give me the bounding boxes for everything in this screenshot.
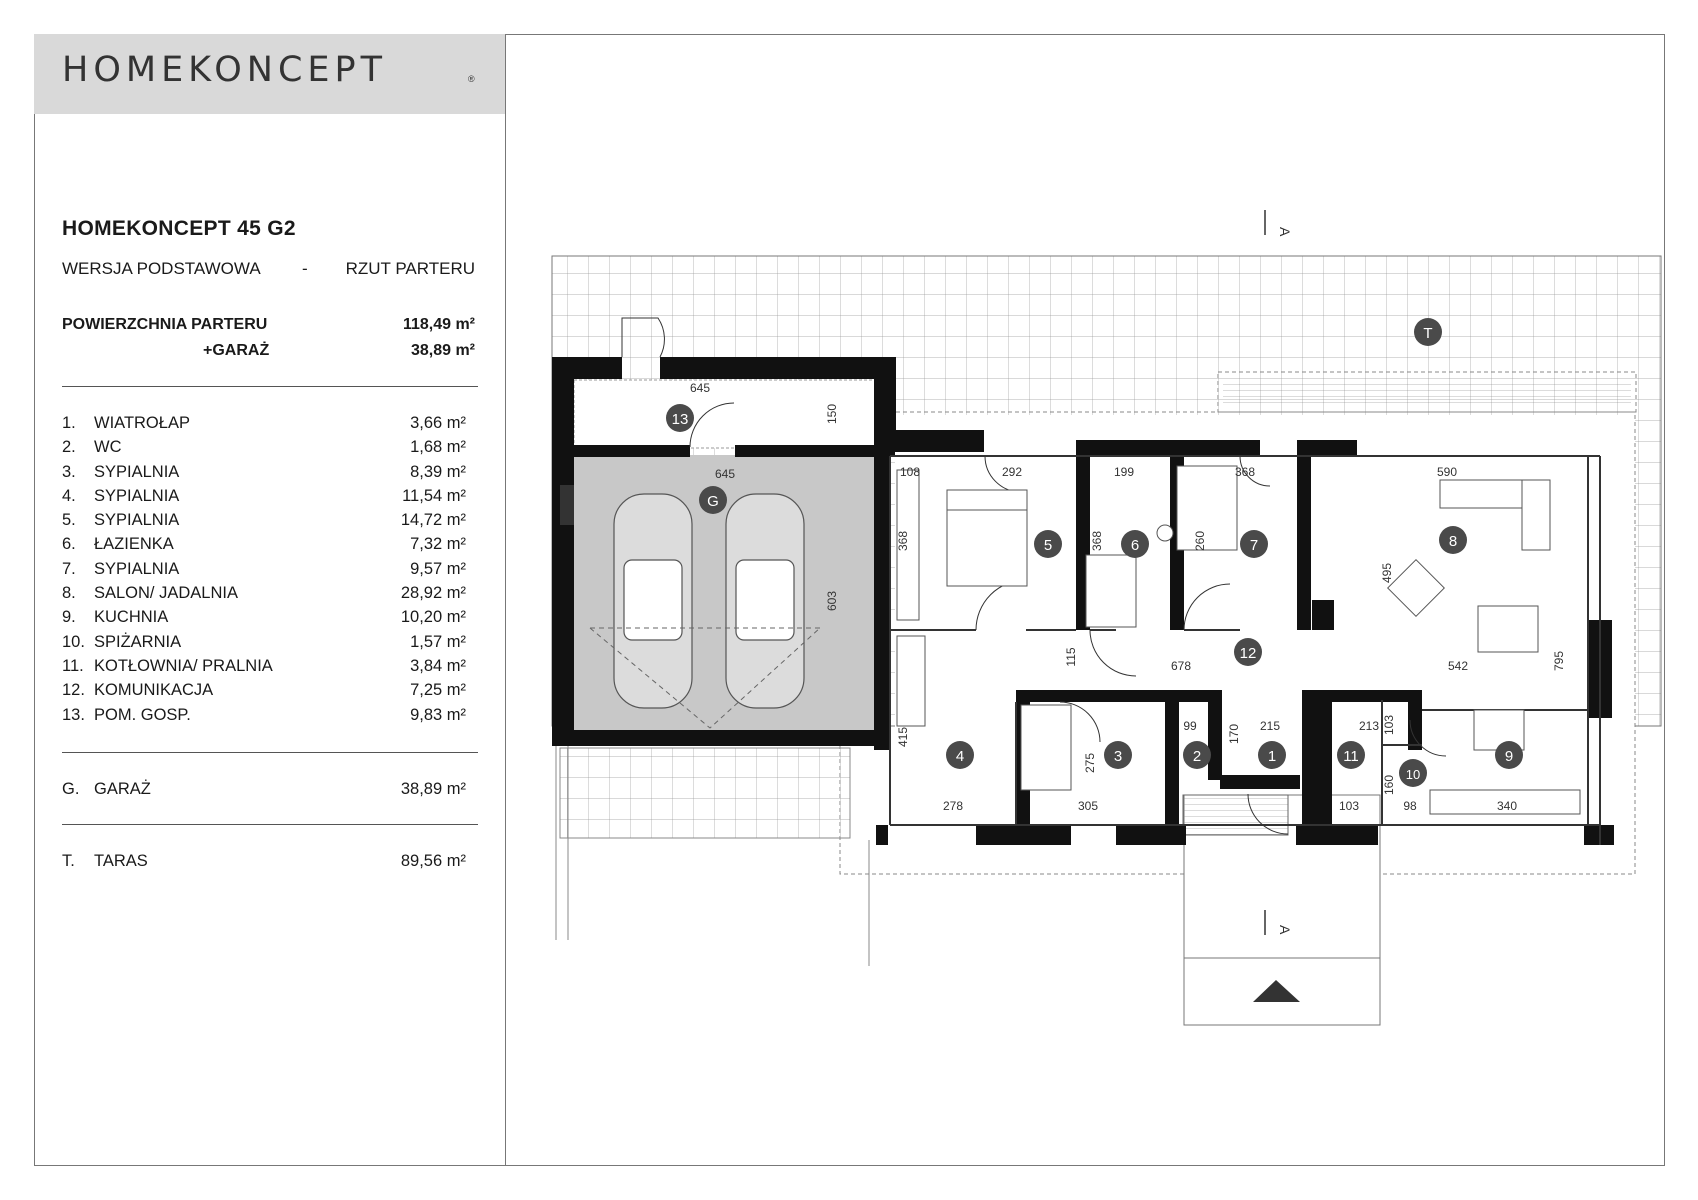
svg-text:12: 12 — [1239, 645, 1257, 662]
room-area: 3,84 m² — [410, 656, 466, 675]
bed-icon — [1021, 705, 1071, 790]
dining-table-icon — [1478, 606, 1538, 652]
registered-mark: ® — [468, 74, 475, 84]
dimension-label: 305 — [1077, 799, 1099, 813]
driveway — [560, 748, 850, 838]
svg-text:3: 3 — [1113, 748, 1123, 765]
room-name: SYPIALNIA — [94, 559, 180, 578]
headboard-icon — [947, 490, 1027, 510]
wall — [874, 430, 984, 452]
dimension-label: 645 — [714, 467, 736, 481]
dimension-label: 278 — [942, 799, 964, 813]
wall — [1170, 440, 1260, 456]
dimension-label: 150 — [825, 403, 839, 425]
dimension-label: 98 — [1403, 799, 1417, 813]
wall — [552, 357, 574, 741]
room-number: 7. — [62, 559, 76, 578]
wall — [552, 445, 690, 457]
svg-text:7: 7 — [1249, 537, 1259, 554]
wall — [874, 430, 890, 750]
project-view: RZUT PARTERU — [345, 259, 475, 278]
marker-10 — [1399, 759, 1427, 787]
entry-step — [1183, 795, 1288, 835]
sink-icon — [1157, 525, 1173, 541]
room-area: 11,54 m² — [402, 486, 466, 505]
marker-6 — [1121, 530, 1149, 558]
bathtub-icon — [1086, 555, 1136, 627]
svg-text:G: G — [707, 493, 719, 510]
room-number: 6. — [62, 535, 76, 554]
subtitle-separator: - — [302, 259, 308, 278]
garage-area: 38,89 m² — [400, 780, 466, 798]
marker-2 — [1183, 741, 1211, 769]
room-number: 4. — [62, 486, 76, 505]
terrace-area: 89,56 m² — [400, 852, 466, 870]
dimension-label: 260 — [1193, 530, 1207, 552]
wall — [1116, 825, 1186, 845]
room-name: SYPIALNIA — [94, 486, 180, 505]
section-marker-top: A — [1277, 227, 1293, 237]
room-name: SYPIALNIA — [94, 462, 180, 481]
wall — [1208, 690, 1222, 780]
dimension-label: 108 — [899, 465, 921, 479]
wall — [552, 730, 887, 746]
svg-text:6: 6 — [1130, 537, 1140, 554]
svg-text:10: 10 — [1405, 767, 1421, 782]
dimension-label: 603 — [825, 590, 839, 612]
dimension-label: 103 — [1338, 799, 1360, 813]
marker-9 — [1495, 741, 1523, 769]
bed-icon — [1177, 466, 1237, 550]
dimension-label: 795 — [1552, 650, 1566, 672]
garage-number: G. — [62, 780, 80, 798]
dimension-label: 103 — [1382, 714, 1396, 736]
terrace-name: TARAS — [94, 852, 148, 870]
terrace-number: T. — [62, 852, 75, 870]
floor-area-label: POWIERZCHNIA PARTERU — [62, 316, 268, 333]
room-name: KOTŁOWNIA/ PRALNIA — [94, 656, 273, 675]
room-area: 28,92 m² — [400, 584, 466, 603]
wall — [1302, 690, 1332, 825]
room-number: 8. — [62, 584, 76, 603]
room-number: 10. — [62, 632, 85, 651]
room-area: 1,57 m² — [410, 632, 466, 651]
svg-text:5: 5 — [1043, 537, 1053, 554]
wall — [1165, 690, 1179, 825]
floor-area-value: 118,49 m² — [402, 316, 475, 333]
room-name: SYPIALNIA — [94, 511, 180, 530]
dimension-label: 292 — [1001, 465, 1023, 479]
svg-text:T: T — [1423, 325, 1433, 342]
marker-5 — [1034, 530, 1062, 558]
marker-11 — [1337, 741, 1365, 769]
marker-8 — [1439, 526, 1467, 554]
room-number: 11. — [62, 656, 84, 675]
marker-G — [699, 486, 727, 514]
room-area: 9,57 m² — [410, 559, 466, 578]
room-name: KUCHNIA — [94, 608, 169, 627]
wall — [1296, 825, 1378, 845]
wall — [1302, 690, 1422, 702]
svg-text:4: 4 — [955, 748, 965, 765]
room-area: 7,32 m² — [410, 535, 466, 554]
pergola-hatch — [1223, 380, 1631, 406]
garage-extra-value: 38,89 m² — [410, 342, 475, 359]
marker-3 — [1104, 741, 1132, 769]
svg-text:13: 13 — [671, 411, 689, 428]
dimension-label: 215 — [1259, 719, 1281, 733]
room-area: 8,39 m² — [410, 462, 466, 481]
room-number: 13. — [62, 705, 85, 724]
wall — [1297, 440, 1311, 630]
garage-name: GARAŻ — [94, 780, 151, 798]
dimension-label: 160 — [1382, 774, 1396, 796]
svg-text:9: 9 — [1504, 748, 1514, 765]
room-area: 10,20 m² — [400, 608, 466, 627]
room-number: 12. — [62, 681, 85, 700]
wall — [1297, 440, 1357, 456]
marker-12 — [1234, 638, 1262, 666]
dimension-label: 495 — [1380, 562, 1394, 584]
bed-icon — [947, 510, 1027, 586]
wall — [876, 825, 888, 845]
wall — [735, 445, 895, 457]
room-name: KOMUNIKACJA — [94, 681, 214, 700]
room-name: ŁAZIENKA — [94, 535, 174, 554]
svg-text:11: 11 — [1343, 748, 1359, 765]
dimension-label: 368 — [1234, 465, 1256, 479]
room-area: 1,68 m² — [410, 438, 466, 457]
dimension-label: 645 — [689, 381, 711, 395]
wall — [560, 485, 574, 525]
dimension-label: 115 — [1064, 647, 1078, 667]
dimension-label: 678 — [1170, 659, 1192, 673]
room-number: 9. — [62, 608, 76, 627]
room-name: WC — [94, 438, 122, 457]
sofa-icon — [1522, 480, 1550, 550]
dimension-label: 542 — [1447, 659, 1469, 673]
room-name: SPIŻARNIA — [94, 632, 182, 651]
marker-4 — [946, 741, 974, 769]
dimension-label: 199 — [1113, 465, 1135, 479]
dimension-label: 590 — [1436, 465, 1458, 479]
wall — [1312, 600, 1334, 630]
room-number: 5. — [62, 511, 76, 530]
room-number: 2. — [62, 438, 76, 457]
dimension-label: 275 — [1083, 752, 1097, 774]
dimension-label: 340 — [1496, 799, 1518, 813]
wardrobe-icon — [897, 636, 925, 726]
dimension-label: 368 — [1090, 530, 1104, 552]
room-area: 3,66 m² — [410, 414, 466, 432]
dimension-label: 415 — [896, 726, 910, 748]
svg-text:2: 2 — [1192, 748, 1202, 765]
marker-1 — [1258, 741, 1286, 769]
wall — [1220, 775, 1300, 789]
project-title: HOMEKONCEPT 45 G2 — [62, 217, 296, 240]
dimension-label: 170 — [1227, 723, 1241, 745]
room-name: POM. GOSP. — [94, 705, 191, 724]
marker-7 — [1240, 530, 1268, 558]
room-area: 7,25 m² — [410, 681, 466, 700]
wall — [976, 825, 1071, 845]
project-version: WERSJA PODSTAWOWA — [62, 259, 261, 278]
room-number: 3. — [62, 462, 76, 481]
room-name: SALON/ JADALNIA — [94, 584, 238, 603]
wall — [552, 357, 622, 379]
room-area: 9,83 m² — [410, 705, 466, 724]
dimension-label: 213 — [1358, 719, 1380, 733]
svg-text:1: 1 — [1267, 748, 1277, 765]
wall — [1016, 690, 1216, 702]
marker-T — [1414, 318, 1442, 346]
svg-text:8: 8 — [1448, 533, 1458, 550]
section-marker-bottom: A — [1277, 925, 1293, 935]
dimension-label: 99 — [1183, 719, 1197, 733]
marker-13 — [666, 404, 694, 432]
brand-logo: HOMEKONCEPT — [62, 50, 387, 90]
dimension-label: 368 — [896, 530, 910, 552]
garage-extra-label: +GARAŻ — [203, 342, 270, 359]
room-name: WIATROŁAP — [94, 414, 190, 432]
room-area: 14,72 m² — [400, 511, 466, 530]
wall — [660, 357, 895, 379]
room-number: 1. — [62, 414, 76, 432]
